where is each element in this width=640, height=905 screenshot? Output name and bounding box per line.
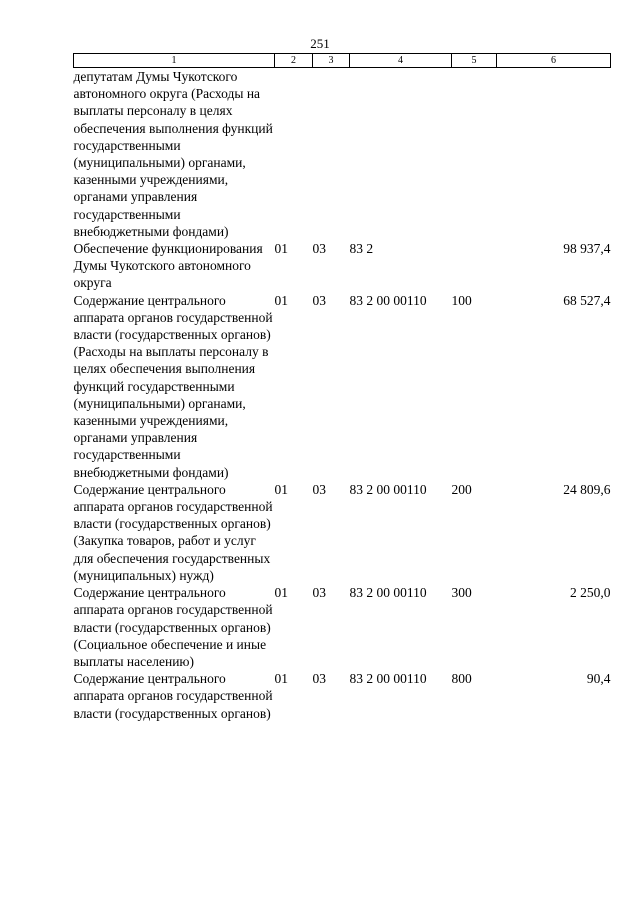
row-target-article: 83 2 (349, 241, 374, 257)
row-expense-type: 300 (451, 585, 472, 601)
row-section: 01 (274, 241, 288, 257)
column-header-6: 6 (497, 54, 611, 68)
row-name: Содержание центрального аппарата органов государственной власти (государственных органов) (Расходы на выплаты персоналу в целях обеспечения выполнения функций государственными (муниципальными) органами, казенными учреждениями, органами управления государственными внебюджетными фондами) (73, 292, 273, 480)
row-subsection: 03 (312, 481, 326, 497)
table-row (74, 584, 611, 670)
row-section (275, 68, 313, 241)
row-section: 01 (274, 671, 288, 687)
row-target-article: 83 2 00 00110 (349, 481, 427, 497)
row-amount: 24 809,6 (563, 481, 611, 497)
row-amount: 68 527,4 (563, 292, 611, 308)
row-subsection (313, 68, 350, 241)
row-expense-type (452, 68, 497, 241)
row-target-article: 83 2 00 00110 (349, 292, 427, 308)
row-amount (497, 68, 611, 241)
row-expense-type: 800 (451, 671, 472, 687)
row-name: Содержание центрального аппарата органов государственной власти (государственных органов) (73, 671, 273, 721)
row-name: Обеспечение функционирования Думы Чукотского автономного округа (73, 241, 263, 291)
page-number: 251 (310, 36, 330, 51)
table-row (74, 240, 611, 292)
table-row (74, 670, 611, 722)
row-target-article (350, 68, 452, 241)
table-row (74, 481, 611, 584)
row-section: 01 (274, 481, 288, 497)
row-target-article: 83 2 00 00110 (349, 671, 427, 687)
row-subsection: 03 (312, 671, 326, 687)
row-expense-type (452, 240, 497, 292)
row-expense-type: 200 (451, 481, 472, 497)
row-amount: 2 250,0 (570, 585, 611, 601)
row-name: Содержание центрального аппарата органов государственной власти (государственных органов) (Социальное обеспечение и иные выплаты населению) (73, 585, 273, 669)
column-header-3: 3 (313, 54, 350, 68)
column-header-4: 4 (350, 54, 452, 68)
row-target-article: 83 2 00 00110 (349, 585, 427, 601)
table-row (74, 292, 611, 481)
row-amount: 90,4 (586, 671, 611, 687)
column-header-2: 2 (275, 54, 313, 68)
row-name: депутатам Думы Чукотского автономного округа (Расходы на выплаты персоналу в целях обеспечения выполнения функций государственными (муниципальными) органами, казенными учреждениями, органами управления государственными внебюджетными фондами) (73, 69, 273, 239)
row-expense-type: 100 (451, 292, 472, 308)
row-name: Содержание центрального аппарата органов государственной власти (государственных органов) (Закупка товаров, работ и услуг для обеспечения государственных (муниципальных) нужд) (73, 481, 273, 583)
column-header-1: 1 (74, 54, 275, 68)
budget-table (73, 53, 611, 722)
column-header-5: 5 (452, 54, 497, 68)
row-subsection: 03 (312, 585, 326, 601)
row-subsection: 03 (312, 292, 326, 308)
table-row (74, 68, 611, 241)
column-number-header-row (74, 54, 611, 68)
row-amount: 98 937,4 (563, 241, 611, 257)
row-section: 01 (274, 292, 288, 308)
row-subsection: 03 (312, 241, 326, 257)
row-section: 01 (274, 585, 288, 601)
